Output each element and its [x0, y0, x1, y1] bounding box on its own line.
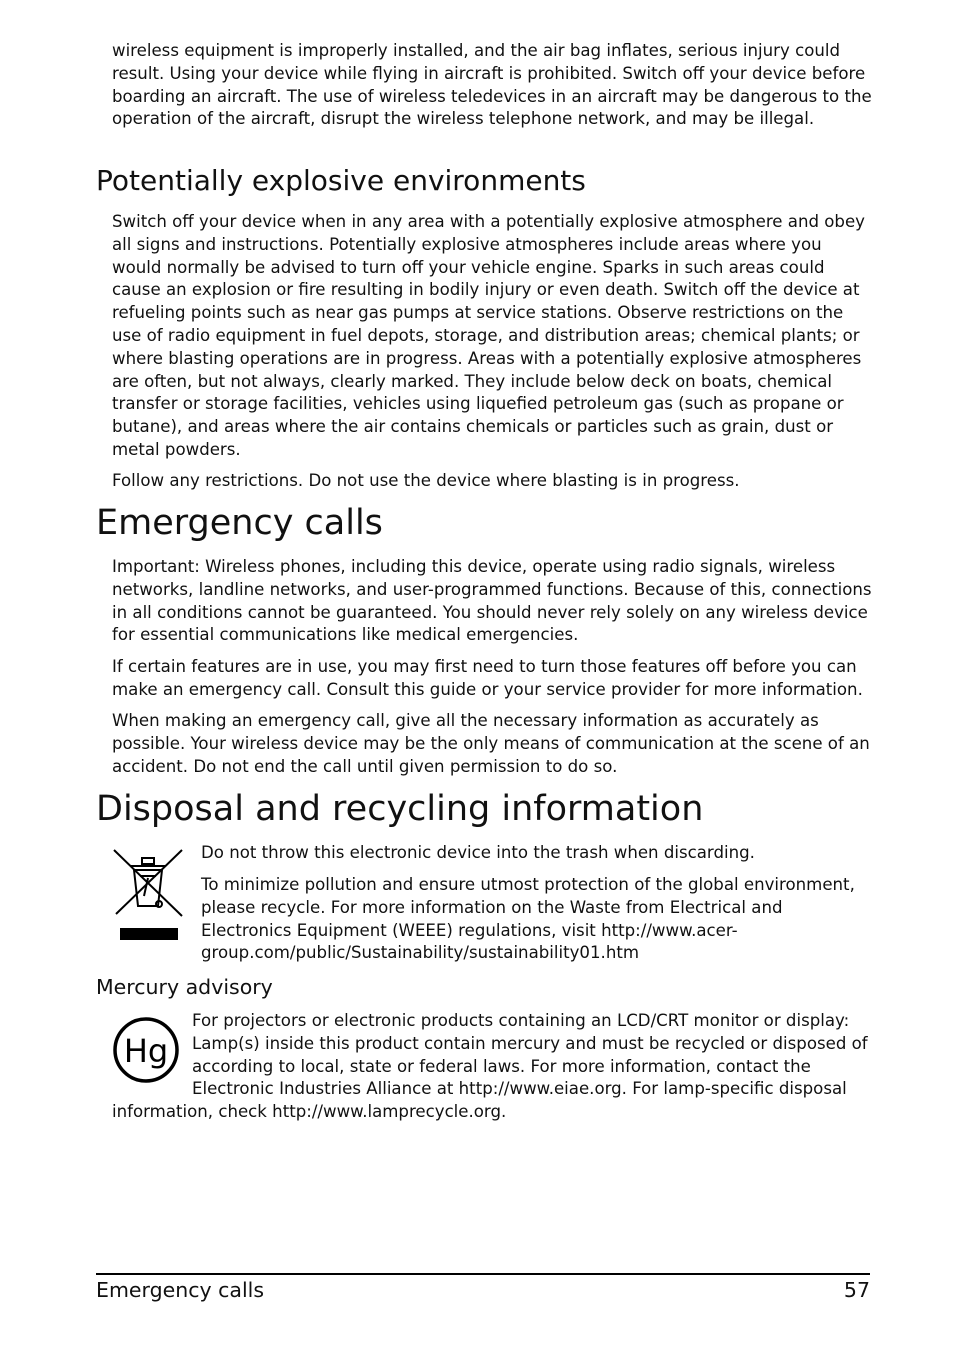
disposal-paragraph-2: To minimize pollution and ensure utmost protection of the global environment, please recycle. For more information on the Waste from Electrical and Electronics Equipment (WEEE) regulations, visit http://www.acer-group.com/public/Sustainability/sustainability01.htm	[201, 875, 855, 963]
emergency-paragraph-2: If certain features are in use, you may first need to turn those features off before you can make an emergency call. Consult this guide or your service provider for more information.	[112, 657, 863, 699]
intro-paragraph: wireless equipment is improperly installed, and the air bag inflates, serious injury could result. Using your device while flying in aircraft is prohibited. Switch off your device before boarding an aircraft. The use of wireless teledevices in an aircraft may be dangerous to the operation of the aircraft, disrupt the wireless telephone network, and may be illegal.	[112, 41, 872, 129]
footer-section-title: Emergency calls	[96, 1278, 265, 1302]
explosive-paragraph-1: Switch off your device when in any area with a potentially explosive atmosphere and obey all signs and instructions. Potentially explosive atmospheres include areas where you would normally be advised to turn off your vehicle engine. Sparks in such areas could cause an explosion or fire resulting in bodily injury or even death. Switch off the device at refueling points such as near gas pumps at service stations. Observe restrictions on the use of radio equipment in fuel depots, storage, and distribution areas; chemical plants; or where blasting operations are in progress. Areas with a potentially explosive atmospheres are often, but not always, clearly marked. They include below deck on boats, chemical transfer or storage facilities, vehicles using liquefied petroleum gas (such as propane or butane), and areas where the air contains chemicals or particles such as grain, dust or metal powders.	[112, 212, 865, 459]
heading-mercury-advisory: Mercury advisory	[96, 975, 273, 999]
disposal-paragraph-1: Do not throw this electronic device into the trash when discarding.	[201, 843, 755, 862]
hg-icon-label: Hg	[123, 1032, 169, 1070]
mercury-paragraph	[112, 1010, 872, 1124]
heading-emergency-calls: Emergency calls	[96, 503, 383, 543]
weee-bin-icon	[110, 848, 186, 942]
heading-explosive-environments: Potentially explosive environments	[96, 164, 586, 197]
emergency-paragraph-1: Important: Wireless phones, including this device, operate using radio signals, wireless networks, landline networks, and user-programmed functions. Because of this, connections in all conditions cannot be guaranteed. You should never rely solely on any wireless device for essential communications like medical emergencies.	[112, 557, 872, 645]
emergency-paragraph-3: When making an emergency call, give all the necessary information as accurately as possible. Your wireless device may be the only means of communication at the scene of an accident. Do not end the call until given permission to do so.	[112, 711, 870, 776]
mercury-paragraph-text: For projectors or electronic products containing an LCD/CRT monitor or display: Lamp(s) inside this product contain mercury and must be recycled or disposed of according to local, state or federal laws. For more information, contact the Electronic Industries Alliance at http://www.eiae.org. For lamp-specific disposal information, check http://www.lamprecycle.org.	[112, 1011, 868, 1122]
explosive-paragraph-2: Follow any restrictions. Do not use the device where blasting is in progress.	[112, 471, 740, 490]
footer-page-number: 57	[843, 1278, 870, 1302]
footer-divider	[96, 1273, 870, 1275]
heading-disposal-recycling: Disposal and recycling information	[96, 789, 704, 829]
